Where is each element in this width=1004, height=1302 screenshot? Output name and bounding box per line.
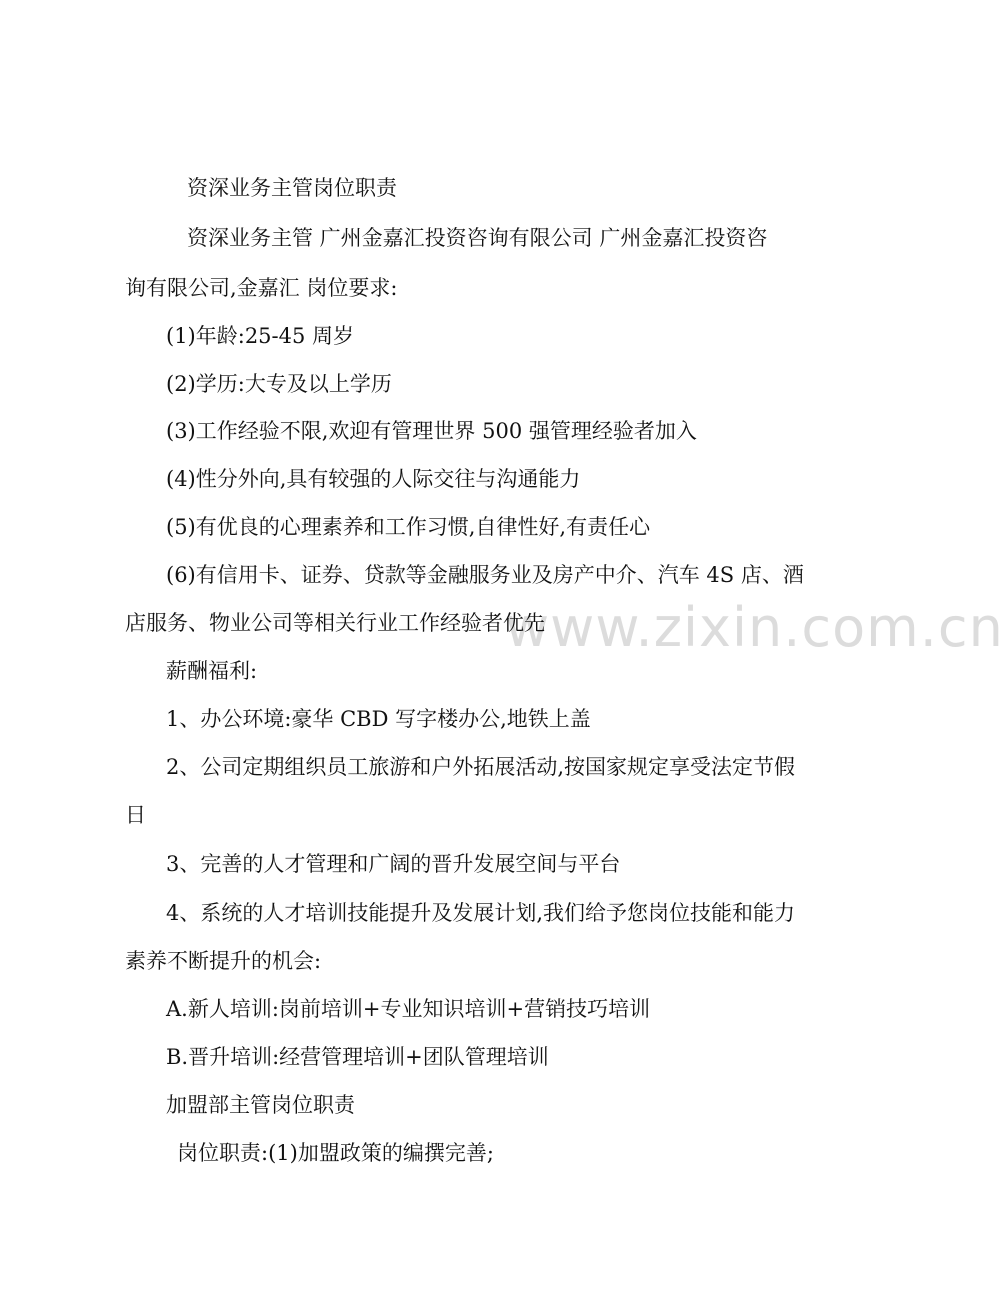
benefit-item: 1、办公环境:豪华 CBD 写字楼办公,地铁上盖 xyxy=(166,707,591,731)
section-heading: 加盟部主管岗位职责 xyxy=(166,1093,355,1117)
requirement-item: (4)性分外向,具有较强的人际交往与沟通能力 xyxy=(166,467,581,491)
benefit-item-continuation: 素养不断提升的机会: xyxy=(125,949,322,973)
training-item: B.晋升培训:经营管理培训+团队管理培训 xyxy=(166,1045,549,1069)
training-item: A.新人培训:岗前培训+专业知识培训+营销技巧培训 xyxy=(166,997,651,1021)
requirement-item: (2)学历:大专及以上学历 xyxy=(166,372,392,396)
doc-title: 资深业务主管岗位职责 xyxy=(187,176,397,200)
benefit-item-continuation: 日 xyxy=(125,803,146,827)
watermark: www.zixin.com.cn xyxy=(505,596,1004,659)
paragraph-line: 资深业务主管 广州金嘉汇投资咨询有限公司 广州金嘉汇投资咨 xyxy=(187,226,768,250)
benefit-item: 3、完善的人才管理和广阔的晋升发展空间与平台 xyxy=(166,852,621,876)
benefit-item: 4、系统的人才培训技能提升及发展计划,我们给予您岗位技能和能力 xyxy=(166,901,796,925)
requirement-item-continuation: 店服务、物业公司等相关行业工作经验者优先 xyxy=(125,611,545,635)
section-heading: 薪酬福利: xyxy=(166,659,258,683)
requirement-item: (1)年龄:25-45 周岁 xyxy=(166,324,355,348)
duty-item: 岗位职责:(1)加盟政策的编撰完善; xyxy=(177,1141,494,1165)
requirement-item: (6)有信用卡、证券、贷款等金融服务业及房产中介、汽车 4S 店、酒 xyxy=(166,563,804,587)
paragraph-line: 询有限公司,金嘉汇 岗位要求: xyxy=(125,276,398,300)
requirement-item: (5)有优良的心理素养和工作习惯,自律性好,有责任心 xyxy=(166,515,651,539)
benefit-item: 2、公司定期组织员工旅游和户外拓展活动,按国家规定享受法定节假 xyxy=(166,755,796,779)
requirement-item: (3)工作经验不限,欢迎有管理世界 500 强管理经验者加入 xyxy=(166,419,697,443)
